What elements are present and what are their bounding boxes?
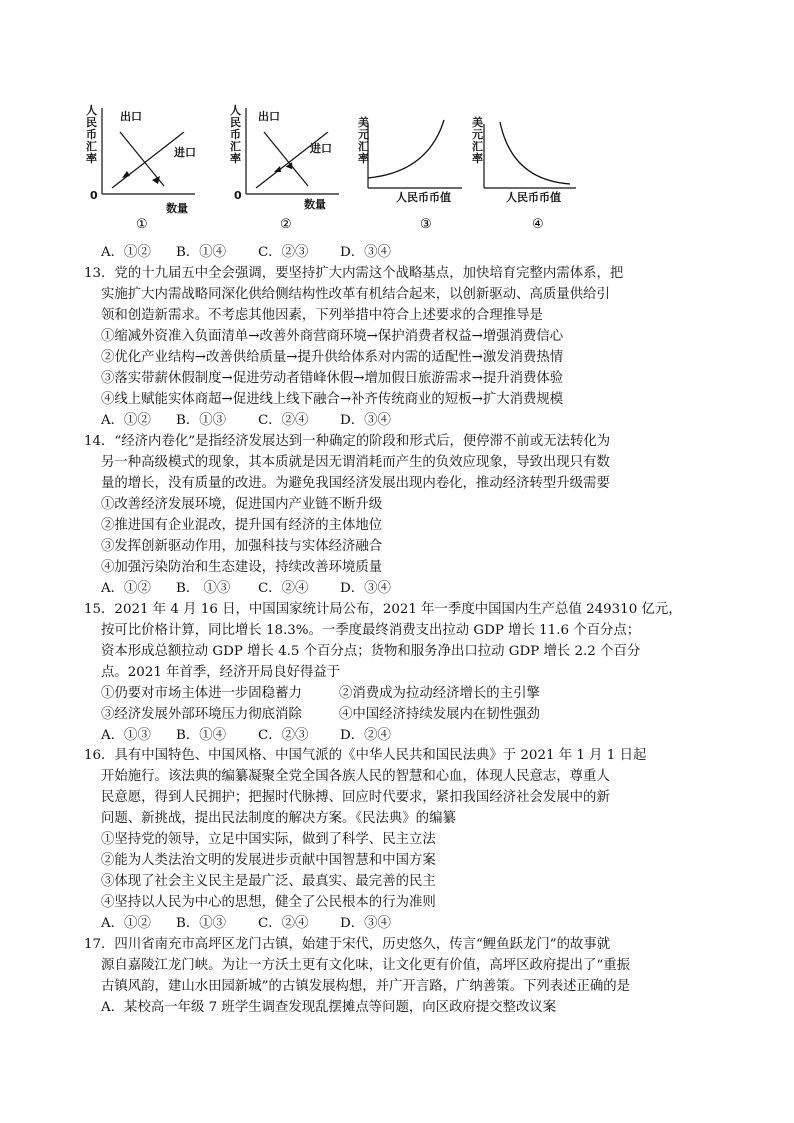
- graph-4-ylabel: [472, 115, 483, 165]
- choice-item: ③落实带薪休假制度→促进劳动者错峰休假→增加假日旅游需求→提升消费体验: [101, 371, 564, 386]
- ych: 民: [86, 116, 97, 129]
- graph-1: [80, 104, 205, 234]
- question-stem-line: 问题、新挑战，提出民法制度的解决方案。《民法典》的编纂: [101, 811, 456, 826]
- graph-2-caption: ②: [280, 217, 292, 232]
- choice-item: ③经济发展外部环境压力彻底消除: [101, 707, 302, 722]
- ych: 汇: [358, 140, 369, 153]
- choice-item: ④线上赋能实体商超→促进线上线下融合→补齐传统商业的短板→扩大消费规模: [101, 392, 564, 407]
- choice-item: ②优化产业结构→改善供给质量→提升供给体系对内需的适配性→激发消费热情: [101, 350, 564, 365]
- question-12-options: [84, 242, 684, 263]
- choice-item: ②能为人类法治文明的发展进步贡献中国智慧和中国方案: [101, 853, 436, 868]
- graph-1-import-label: 进口: [174, 146, 196, 159]
- graph-1-ylabel: [86, 104, 97, 165]
- question-stem-line: 16．具有中国特色、中国风格、中国气派的《中华人民共和国民法典》于 2021 年 1 月 1 日起: [84, 748, 647, 763]
- option-b[interactable]: B．①③: [176, 916, 227, 931]
- option-b[interactable]: B．①③: [176, 413, 227, 428]
- graph-1-caption: ①: [136, 217, 148, 232]
- graph-1-xlabel: 数量: [166, 202, 188, 215]
- question-14: [84, 431, 684, 599]
- option-c[interactable]: C．②④: [258, 413, 309, 428]
- option-d[interactable]: D．③④: [340, 413, 391, 428]
- choice-item: ④中国经济持续发展内在韧性强劲: [339, 707, 540, 722]
- choice-item: ②消费成为拉动经济增长的主引擎: [339, 686, 540, 701]
- question-stem-line: 14．“经济内卷化”是指经济发展达到一种确定的阶段和形式后，便停滞不前或无法转化为: [84, 434, 611, 449]
- ych: 汇: [230, 140, 241, 153]
- graph-1-origin: 0: [90, 189, 98, 202]
- exchange-rate-graphs: [80, 104, 600, 234]
- options-row: [84, 578, 684, 599]
- question-stem-line: 按可比价格计算，同比增长 18.3%。一季度最终消费支出拉动 GDP 增长 11.6 个百分点；: [101, 623, 641, 638]
- ych: 人: [86, 104, 97, 117]
- option-b[interactable]: B．①④: [176, 245, 227, 260]
- arrow-2: [274, 166, 281, 172]
- graph-2-xlabel: 数量: [304, 198, 326, 211]
- import-line: [112, 132, 184, 188]
- option-a[interactable]: A．某校高一年级 7 班学生调查发现乱摆摊点等问题，向区政府提交整改议案: [101, 1000, 557, 1015]
- export-line: [264, 132, 308, 186]
- ych: 人: [230, 104, 241, 117]
- graph-4-svg: [472, 104, 587, 234]
- question-stem-line: 点。2021 年首季，经济开局良好得益于: [101, 665, 341, 680]
- choice-item: ①改善经济发展环境，促进国内产业链不断升级: [101, 497, 383, 512]
- graph-3-ylabel: [358, 115, 369, 165]
- option-b[interactable]: B．①④: [176, 728, 227, 743]
- question-15: [84, 599, 684, 746]
- graph-2-origin: 0: [234, 189, 242, 202]
- ych: 汇: [472, 140, 483, 153]
- rising-curve: [368, 120, 444, 178]
- choice-row: [84, 683, 684, 704]
- ych: 率: [472, 152, 483, 165]
- option-d[interactable]: D．③④: [340, 581, 391, 596]
- options-row: [84, 913, 684, 934]
- graph-3: [358, 104, 473, 234]
- graph-2-import-label: 进口: [310, 142, 332, 155]
- graph-2-svg: [224, 104, 349, 234]
- choice-item: ②推进国有企业混改，提升国有经济的主体地位: [101, 518, 383, 533]
- question-13: [84, 263, 684, 431]
- question-17: [84, 934, 684, 1018]
- arrow-2: [122, 171, 130, 178]
- graph-3-xlabel: 人民币币值: [396, 191, 451, 204]
- ych: 率: [230, 152, 241, 165]
- options-row: [84, 725, 684, 746]
- graph-4-caption: ④: [532, 217, 544, 232]
- option-d[interactable]: D．③④: [340, 916, 391, 931]
- option-c[interactable]: C．②④: [258, 916, 309, 931]
- choice-item: ①坚持党的领导，立足中国实际，做到了科学、民主立法: [101, 832, 436, 847]
- choice-item: ③体现了社会主义民主是最广泛、最真实、最完善的民主: [101, 874, 436, 889]
- ych: 汇: [86, 140, 97, 153]
- ych: 元: [472, 128, 483, 141]
- ych: 元: [358, 128, 369, 141]
- choice-item: ①缩减外资准入负面清单→改善外商营商环境→保护消费者权益→增强消费信心: [101, 329, 564, 344]
- graph-2: [224, 104, 349, 234]
- choice-item: ④坚持以人民为中心的思想，健全了公民根本的行为准则: [101, 895, 436, 910]
- graph-3-svg: [358, 104, 473, 234]
- question-stem-line: 17．四川省南充市高坪区龙门古镇，始建于宋代，历史悠久，传言“鲤鱼跃龙门”的故事就: [84, 937, 611, 952]
- graph-1-svg: [80, 104, 205, 234]
- question-stem-line: 实施扩大内需战略同深化供给侧结构性改革有机结合起来，以创新驱动、高质量供给引: [101, 287, 610, 302]
- choice-row: [84, 704, 684, 725]
- graph-1-export-label: 出口: [120, 110, 142, 123]
- question-stem-line: 另一种高级模式的现象，其本质就是因无谓消耗而产生的负效应现象，导致出现只有数: [101, 455, 610, 470]
- question-stem-line: 开始施行。该法典的编纂凝聚全党全国各族人民的智慧和心血，体现人民意志，尊重人: [101, 769, 610, 784]
- graph-2-ylabel: [230, 104, 241, 165]
- question-stem-line: 13．党的十九届五中全会强调，要坚持扩大内需这个战略基点，加快培育完整内需体系，把: [84, 266, 624, 281]
- ych: 率: [358, 152, 369, 165]
- question-stem-line: 领和创造新需求。不考虑其他因素，下列举措中符合上述要求的合理推导是: [101, 308, 543, 323]
- option-a[interactable]: A．①②: [101, 245, 151, 260]
- ych: 币: [86, 128, 97, 141]
- choice-item: ④加强污染防治和生态建设，持续改善环境质量: [101, 560, 383, 575]
- question-16: [84, 745, 684, 934]
- option-c[interactable]: C．②③: [258, 728, 309, 743]
- option-d[interactable]: D．②④: [340, 728, 391, 743]
- options-row: [84, 410, 684, 431]
- question-stem-line: 量的增长，没有质量的改进。为避免我国经济发展出现内卷化，推动经济转型升级需要: [101, 476, 610, 491]
- question-stem-line: 民意愿，得到人民拥护；把握时代脉搏、回应时代要求，紧扣我国经济社会发展中的新: [101, 790, 610, 805]
- choice-item: ③发挥创新驱动作用，加强科技与实体经济融合: [101, 539, 383, 554]
- ych: 率: [86, 152, 97, 165]
- graph-4: [472, 104, 587, 234]
- option-c[interactable]: C．②④: [258, 581, 309, 596]
- question-stem-line: 资本形成总额拉动 GDP 增长 4.5 个百分点；货物和服务净出口拉动 GDP 增长 2.2 个百分: [101, 644, 641, 659]
- ych: 美: [358, 116, 369, 129]
- ych: 币: [230, 128, 241, 141]
- option-c[interactable]: C．②③: [258, 245, 309, 260]
- choice-item: ①仍要对市场主体进一步固稳蓄力: [101, 686, 302, 701]
- graph-3-caption: ③: [420, 217, 432, 232]
- arrow-1: [152, 176, 160, 184]
- graph-4-xlabel: 人民币币值: [506, 191, 561, 204]
- option-a[interactable]: A．①②: [101, 916, 151, 931]
- option-a[interactable]: A．①③: [101, 728, 151, 743]
- import-line: [256, 132, 328, 188]
- option-a[interactable]: A．①②: [101, 581, 151, 596]
- ych: 美: [472, 116, 483, 129]
- ych: 民: [230, 116, 241, 129]
- question-stem-line: 15．2021 年 4 月 16 日，中国国家统计局公布，2021 年一季度中国国内生产总值 249310 亿元，: [84, 602, 682, 617]
- option-b[interactable]: B． ①③: [176, 581, 231, 596]
- question-stem-line: 古镇风韵，建山水田园新城”的古镇发展构想，并广开言路，广纳善策。下列表述正确的是: [101, 979, 631, 994]
- options-row: [84, 242, 684, 263]
- option-a[interactable]: A．①②: [101, 413, 151, 428]
- question-stem-line: 源自嘉陵江龙门峡。为让一方沃土更有文化味，让文化更有价值，高坪区政府提出了“重振: [101, 958, 631, 973]
- falling-curve: [500, 122, 570, 184]
- graph-2-export-label: 出口: [258, 110, 280, 123]
- option-d[interactable]: D．③④: [340, 245, 391, 260]
